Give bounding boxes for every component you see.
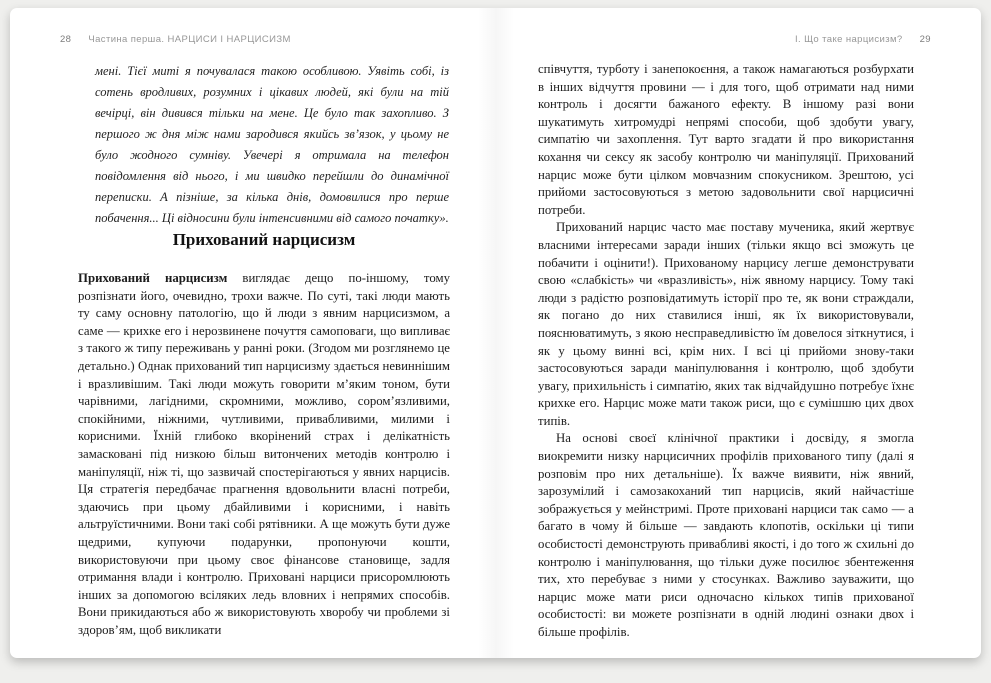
paragraph: На основі своєї клінічної практики і досвіду, я змогла виокремити низку нарцисичних профілів прихованого типу (далі я розповім про них детальніше). Їх важче виявити, ніж явний, зарозумілий і самозакоханий тип нарцисів, який найчастіше зображується у мейнстримі. Проте приховані нарциси так само — а багато в чому й більше — завдають клопотів, оскільки ці типи особистості демонструють привабливі якості, і до того ж схильні до контролю і маніпулювання, що тільки дуже посилює збентеження тих, хто перебуває з ними у стосунках. Важливо зауважити, що нарцис може мати риси одночасно кількох типів прихованої особистості: ви можете розпізнати в одній людині ознаки двох і більше профілів.: [538, 431, 914, 639]
left-page-number: 28: [60, 34, 72, 45]
page-gutter: [478, 8, 514, 658]
paragraph: Прихований нарцис часто має поставу мученика, який жертвує власними інтересами заради інших (тільки якщо всі зможуть це побачити і оцінити!). Прихованому нарцису легше демонструвати свою «слабкість» чи «вразливість», ніж явному нарцису. Тому такі люди з радістю розповідатимуть історії про те, як вони страждали, як погано до них ставилися інші, як їх використовували, пояснюватимуть, з якою несправедливістю їм довелося зіткнутися, і як у цьому винні всі, крім них. І всі ці прийоми знову-таки застосовуються заради маніпулювання і контролю, щоб здобути увагу, прихильність і симпатію, яких так відчайдушно потребує їхнє крихке его. Нарцис може мати також риси, що є сумішшю цих двох типів.: [538, 220, 914, 428]
left-header-title: Частина перша. НАРЦИСИ І НАРЦИСИЗМ: [88, 34, 291, 45]
paragraph: співчуття, турботу і занепокоєння, а також намагаються розбурхати в інших відчуття провини — і для того, щоб отримати над ними контроль і досягти бажаного ефекту. В іншому разі вони шукатимуть хитромудрі непрямі способи, щоб здобути увагу, симпатію чи захоплення. Тут варто згадати й про використання кохання чи сексу як засобу контролю чи маніпуляції. Прихований нарцис може бути цілком мовчазним спокусником. Зрештою, усі прийоми застосовуються з метою задовольнити свої нарцисичні потреби.: [538, 62, 914, 217]
right-page-body: [538, 61, 914, 642]
paragraph-lead-term: Прихований нарцисизм: [78, 271, 228, 285]
section-heading: Прихований нарцисизм: [172, 230, 356, 249]
quote-block: мені. Тієї миті я почувалася такою особливою. Уявіть собі, із сотень вродливих, розумних і цікавих людей, які були на тій вечірці, він дивився тільки на мене. Це було так захопливо. З першого ж дня між нами зародився якийсь зв’язок, у цьому не було жодного сумніву. Увечері я отримала на телефон повідомлення від нього, і ми швидко перейшли до динамічної переписки. А пізніше, за кілька днів, домовилися про перше побачення... Ці відносини були інтенсивними від самого початку».: [95, 64, 449, 225]
right-running-head: [795, 34, 931, 45]
book-spread: [10, 8, 981, 658]
right-header-title: І. Що таке нарцисизм?: [794, 34, 903, 45]
right-page-number: 29: [919, 34, 931, 45]
left-page-body: [78, 270, 450, 639]
paragraph-text: виглядає дещо по-іншому, тому розпізнати його, очевидно, трохи важче. По суті, такі люди мають ту саму основну патологію, що й люди з явним нарцисизмом, а саме — крихке его і нерозвинене почуття самоповаги, що випливає з такого ж типу переживань у ранні роки. (Згодом ми розглянемо це детально.) Однак прихований тип нарцисизму здається невиннішим і вразливішим. Такі люди можуть говорити м’яким тоном, бути чарівними, лагідними, скромними, можливо, сором’язливими, спокійними, ніжними, чутливими, привабливими, милими і корисними. Їхній глибоко вкорінений страх і делікатність замасковані під низкою більш витончених методів контролю і маніпуляції, ніж ті, що зазвичай спостерігаються у явних нарцисів. Ця стратегія передбачає прагнення вдовольнити власні потреби, здаючись при цьому дбайливими і корисними, і навіть альтруїстичними. Вони такі собі рятівники. А ще можуть бути дуже щедрими, купуючи подарунки, пропонуючи кошти, використовуючи при цьому своє фінансове становище, задля отримання влади і контролю. Приховані нарциси присоромлюють інших за допомогою всіляких ледь вловних і непрямих способів. Вони прикидаються або ж використовують хворобу чи проблеми зі здоров’ям, щоб викликати: [78, 271, 450, 637]
paragraph: [78, 270, 450, 639]
left-running-head: [60, 34, 291, 45]
